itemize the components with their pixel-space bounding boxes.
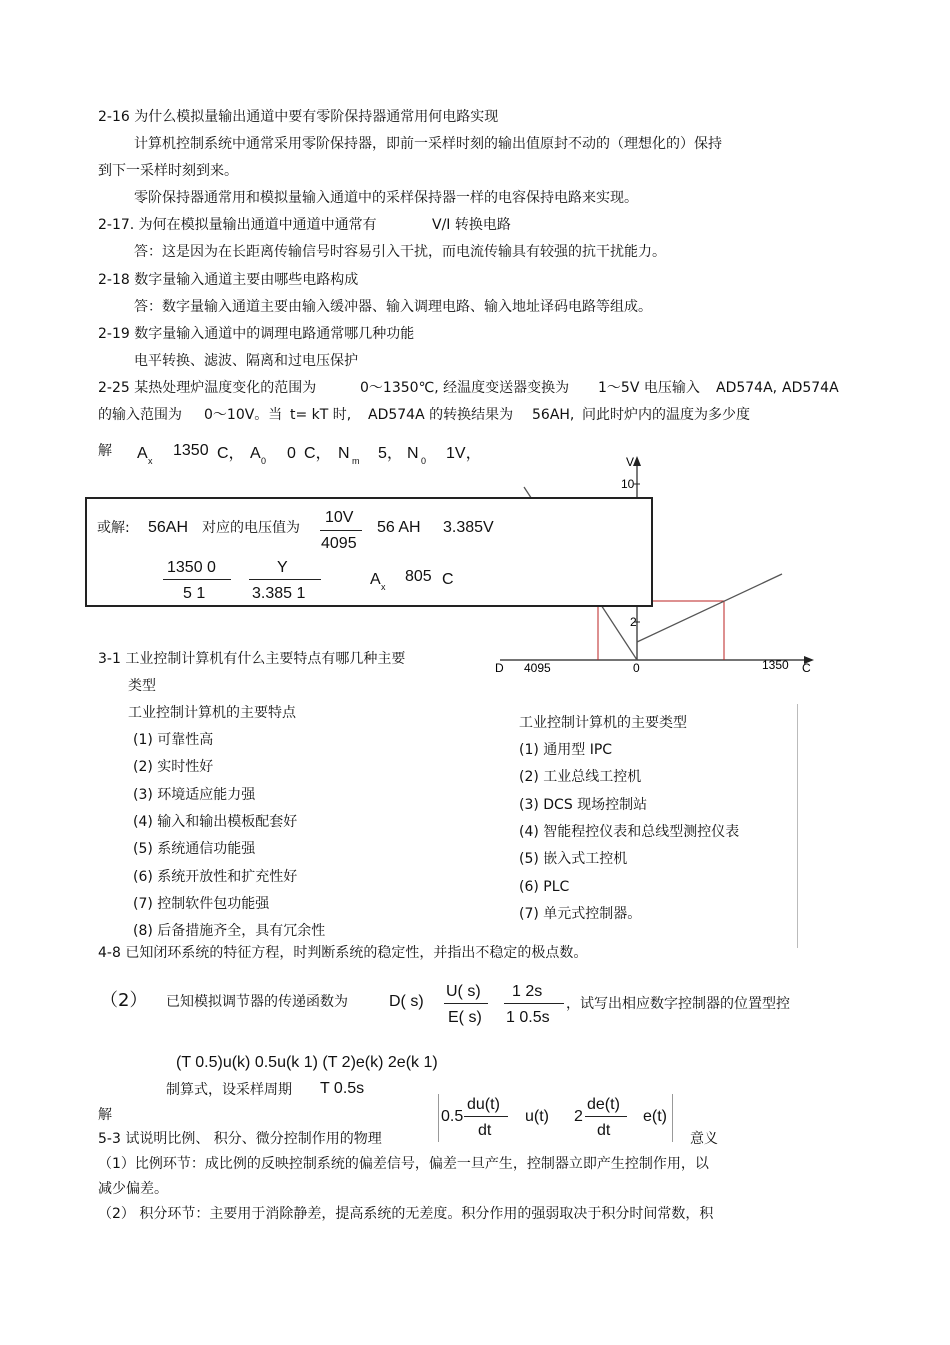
x-label-c: C <box>802 661 811 675</box>
de-ut: u(t) <box>525 1108 549 1125</box>
q2-17-title-vi: V/I 转换电路 <box>432 217 511 233</box>
alt-frac2-line <box>163 579 231 580</box>
solution-1350: 1350 <box>173 442 209 459</box>
de-de-line <box>585 1116 627 1117</box>
q2-25-line1-a: 2-25 某热处理炉温度变化的范围为 <box>98 380 317 396</box>
q4-8-frac1-den: E( s) <box>448 1009 482 1026</box>
solution-ax: A <box>137 445 148 462</box>
q2-25-line1-c: 1～5V 电压输入 <box>598 380 700 396</box>
x-label-1350: 1350 <box>762 658 789 672</box>
solution-nm: N <box>338 445 350 462</box>
type-item: (6) PLC <box>519 878 570 895</box>
de-dt1: dt <box>478 1122 492 1139</box>
type-item: (2) 工业总线工控机 <box>519 769 642 786</box>
alt-ax-sub: x <box>381 582 386 592</box>
q3-1-title: 3-1 工业控制计算机有什么主要特点有哪几种主要 <box>98 651 406 667</box>
q2-25-line1-b: 0～1350℃, 经温度变送器变换为 <box>360 380 570 396</box>
q5-3-p1-cont: 减少偏差。 <box>98 1181 168 1197</box>
type-item: (7) 单元式控制器。 <box>519 905 642 922</box>
solution-c2: C， <box>304 445 332 462</box>
q2-17-answer: 答：这是因为在长距离传输信号时容易引入干扰，而电流传输具有较强的抗干扰能力。 <box>134 244 666 260</box>
features-title: 工业控制计算机的主要特点 <box>128 705 296 721</box>
alt-hex-value: 56AH <box>148 519 189 536</box>
q4-8-text: 已知模拟调节器的传递函数为 <box>166 994 348 1010</box>
solution-0: 0 <box>287 445 296 462</box>
q2-25-line2-b: 0～10V。当 <box>204 407 283 423</box>
x-label-d: D <box>495 661 504 675</box>
y-axis-arrow <box>633 456 641 466</box>
solution-1v: 1V， <box>446 445 482 462</box>
q2-18-title: 2-18 数字量输入通道主要由哪些电路构成 <box>98 272 359 288</box>
types-title: 工业控制计算机的主要类型 <box>519 715 687 731</box>
feature-item: (4) 输入和输出模板配套好 <box>133 813 298 830</box>
alt-frac1-line <box>320 530 362 531</box>
q2-25-line2-e: 56AH, <box>532 407 575 423</box>
series-temperature <box>637 574 782 642</box>
de-du: du(t) <box>467 1096 500 1113</box>
alt-frac1-den: 4095 <box>321 535 357 552</box>
alt-result: 805 <box>405 568 432 585</box>
q2-25-line2-c: t= kT 时, <box>290 407 352 423</box>
q4-8-period: T 0.5s <box>320 1080 365 1097</box>
alt-frac3-line <box>249 579 321 580</box>
q4-8-difference-equation: (T 0.5)u(k) 0.5u(k 1) (T 2)e(k) 2e(k 1) <box>176 1054 438 1071</box>
q2-16-answer-line1: 计算机控制系统中通常采用零阶保持器，即前一采样时刻的输出值原封不动的（理想化的）保持 <box>134 136 722 152</box>
q4-8-frac2-num: 1 2s <box>512 983 543 1000</box>
q2-16-answer-line2: 到下一采样时刻到来。 <box>98 163 238 179</box>
q4-8-frac1-line <box>444 1003 488 1004</box>
q4-8-frac2-line <box>504 1003 564 1004</box>
solution-a0: A <box>250 445 261 462</box>
q2-25-line2-a: 的输入范围为 <box>98 407 182 423</box>
x-label-origin: 0 <box>633 661 640 675</box>
q2-25-line1-e: AD574A <box>782 380 839 396</box>
x-label-4095: 4095 <box>524 661 551 675</box>
q2-25-line2-d: AD574A 的转换结果为 <box>368 407 514 423</box>
y-tick-10: 10 <box>621 477 635 491</box>
feature-item: (1) 可靠性高 <box>133 732 214 748</box>
alt-voltage-result: 3.385V <box>443 519 494 536</box>
q5-3-p1: （1）比例环节：成比例的反映控制系统的偏差信号，偏差一旦产生，控制器立即产生控制作用，以 <box>98 1156 709 1172</box>
y-axis-label: V <box>626 455 635 469</box>
q4-8-text2: ，试写出相应数字控制器的位置型控 <box>566 996 790 1012</box>
solution-a0-sub: 0 <box>261 456 267 466</box>
alt-frac3-den: 3.385 1 <box>252 585 306 602</box>
q2-16-title: 2-16 为什么模拟量输出通道中要有零阶保持器通常用何电路实现 <box>98 109 499 125</box>
type-item: (4) 智能程控仪表和总线型测控仪表 <box>519 823 740 840</box>
feature-item: (3) 环境适应能力强 <box>133 786 256 803</box>
de-et: e(t) <box>643 1108 667 1125</box>
q2-18-answer: 答：数字量输入通道主要由输入缓冲器、输入调理电路、输入地址译码电路等组成。 <box>134 299 652 315</box>
solution-n0: N <box>407 445 419 462</box>
q5-3-title-end: 意义 <box>690 1131 718 1147</box>
q5-3-p2: （2） 积分环节：主要用于消除静差，提高系统的无差度。积分作用的强弱取决于积分时间常数，积 <box>98 1206 714 1222</box>
feature-item: (7) 控制软件包功能强 <box>133 895 270 912</box>
solution-5: 5， <box>378 445 403 462</box>
de-de: de(t) <box>587 1096 620 1113</box>
alt-frac3-num: Y <box>277 559 288 576</box>
feature-item: (2) 实时性好 <box>133 759 214 776</box>
q4-8-solution-label: 解 <box>98 1107 112 1123</box>
q2-17-title: 2-17. 为何在模拟量输出通道中通道中通常有 <box>98 217 377 233</box>
feature-item: (8) 后备措施齐全，具有冗余性 <box>133 923 326 940</box>
q5-3-title: 5-3 试说明比例、 积分、微分控制作用的物理 <box>98 1131 382 1147</box>
alt-solution-label: 或解: <box>97 520 130 536</box>
type-item: (1) 通用型 IPC <box>519 742 613 758</box>
q2-25-line2-f: 问此时炉内的温度为多少度 <box>582 407 750 423</box>
type-item: (5) 嵌入式工控机 <box>519 851 628 868</box>
de-du-line <box>464 1116 508 1117</box>
q4-8-frac2-den: 1 0.5s <box>506 1009 550 1026</box>
alt-frac1-num: 10V <box>325 509 354 526</box>
alt-ax: A <box>370 571 381 588</box>
type-item: (3) DCS 现场控制站 <box>519 796 648 813</box>
solution-ax-sub: x <box>148 456 153 466</box>
q2-25-line1-d: AD574A, <box>716 380 778 396</box>
alt-voltage-text: 对应的电压值为 <box>202 520 300 536</box>
de-coef-2: 2 <box>574 1108 583 1125</box>
alt-frac2-num: 1350 0 <box>167 559 216 576</box>
q4-8-text3: 制算式，设采样周期 <box>166 1082 292 1098</box>
solution-c1: C， <box>217 445 245 462</box>
q2-19-answer: 电平转换、滤波、隔离和过电压保护 <box>134 353 358 369</box>
alt-times-56ah: 56 AH <box>377 519 421 536</box>
types-divider <box>797 704 798 948</box>
q2-16-answer-line3: 零阶保持器通常用和模拟量输入通道中的采样保持器一样的电容保持电路来实现。 <box>134 190 638 206</box>
q3-1-title-cont: 类型 <box>128 678 156 694</box>
q2-19-title: 2-19 数字量输入通道中的调理电路通常哪几种功能 <box>98 326 415 342</box>
alt-solution-box <box>85 497 653 607</box>
de-dt2: dt <box>597 1122 611 1139</box>
q4-8-title: 4-8 已知闭环系统的特征方程，时判断系统的稳定性，并指出不稳定的极点数。 <box>98 945 588 961</box>
feature-item: (6) 系统开放性和扩充性好 <box>133 868 298 885</box>
q4-8-ds: D( s) <box>389 993 424 1010</box>
y-tick-2: 2 <box>630 615 637 629</box>
q4-8-part2: （2） <box>100 990 148 1011</box>
solution-n0-sub: 0 <box>421 456 427 466</box>
alt-result-unit: C <box>442 571 454 588</box>
q4-8-frac1-num: U( s) <box>446 983 481 1000</box>
solution-nm-sub: m <box>352 456 360 466</box>
feature-item: (5) 系统通信功能强 <box>133 841 256 858</box>
solution-label: 解 <box>98 443 112 459</box>
de-coef-05: 0.5 <box>441 1108 464 1125</box>
alt-frac2-den: 5 1 <box>183 585 206 602</box>
